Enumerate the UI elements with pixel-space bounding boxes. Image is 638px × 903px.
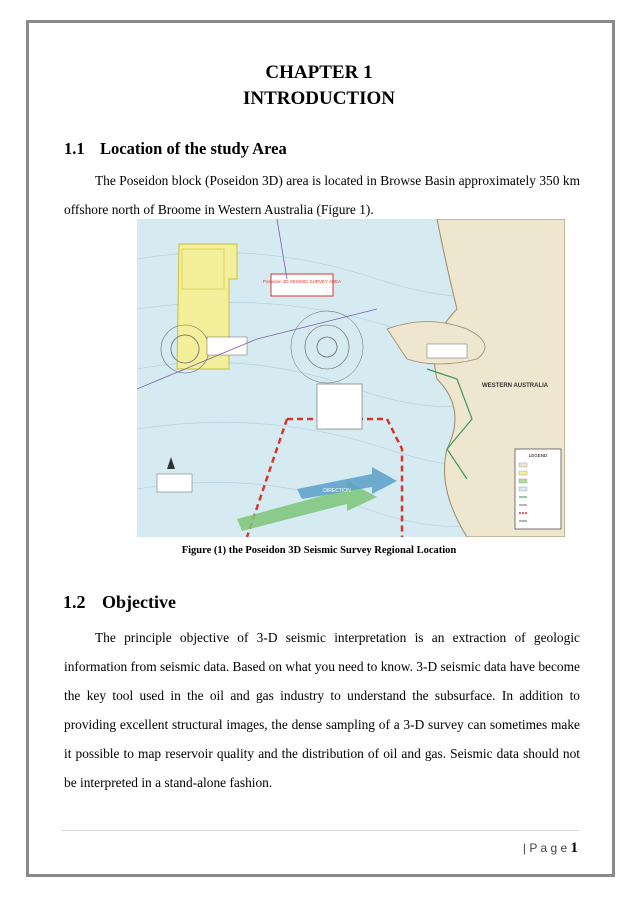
figure-caption: Figure (1) the Poseidon 3D Seismic Survey Regional Location: [181, 545, 457, 556]
location-paragraph: [64, 166, 580, 224]
page-footer: [523, 840, 578, 857]
location-paragraph-text: The Poseidon block (Poseidon 3D) area is located in Browse Basin approximately 350 km offshore north of Broome in Western Australia (Figure 1).: [64, 173, 580, 217]
survey-area-label: Poseidon 3D SEISMIC SURVEY AREA: [262, 279, 342, 284]
chapter-title: INTRODUCTION: [242, 88, 396, 109]
region-label: WESTERN AUSTRALIA: [482, 383, 549, 389]
footer-divider: [62, 830, 579, 831]
page-number: 1: [570, 840, 578, 856]
section-number: 1.2: [63, 592, 86, 612]
arrow-label: DIRECTION: [323, 488, 351, 494]
section-title: Objective: [102, 592, 176, 612]
section-title: Location of the study Area: [100, 139, 287, 158]
objective-paragraph: [64, 623, 580, 797]
section-heading-location: [64, 139, 287, 159]
legend-title: LEGEND: [528, 453, 548, 458]
page-label: | P a g e: [522, 841, 568, 855]
section-number: 1.1: [64, 139, 85, 158]
regional-location-map: [137, 219, 565, 537]
objective-paragraph-text: The principle objective of 3-D seismic interpretation is an extraction of geologic information from seismic data. Based on what you need to know. 3-D seismic data have become the key tool used in the oil and gas industry to understand the subsurface. In addition to providing excellent structural images, the dense sampling of a 3-D survey can sometimes make it possible to map reservoir quality and the distribution of oil and gas. Seismic data should not be interpreted in a stand-alone fashion.: [64, 630, 580, 790]
chapter-label: CHAPTER 1: [265, 62, 373, 83]
section-heading-objective: [63, 592, 176, 613]
